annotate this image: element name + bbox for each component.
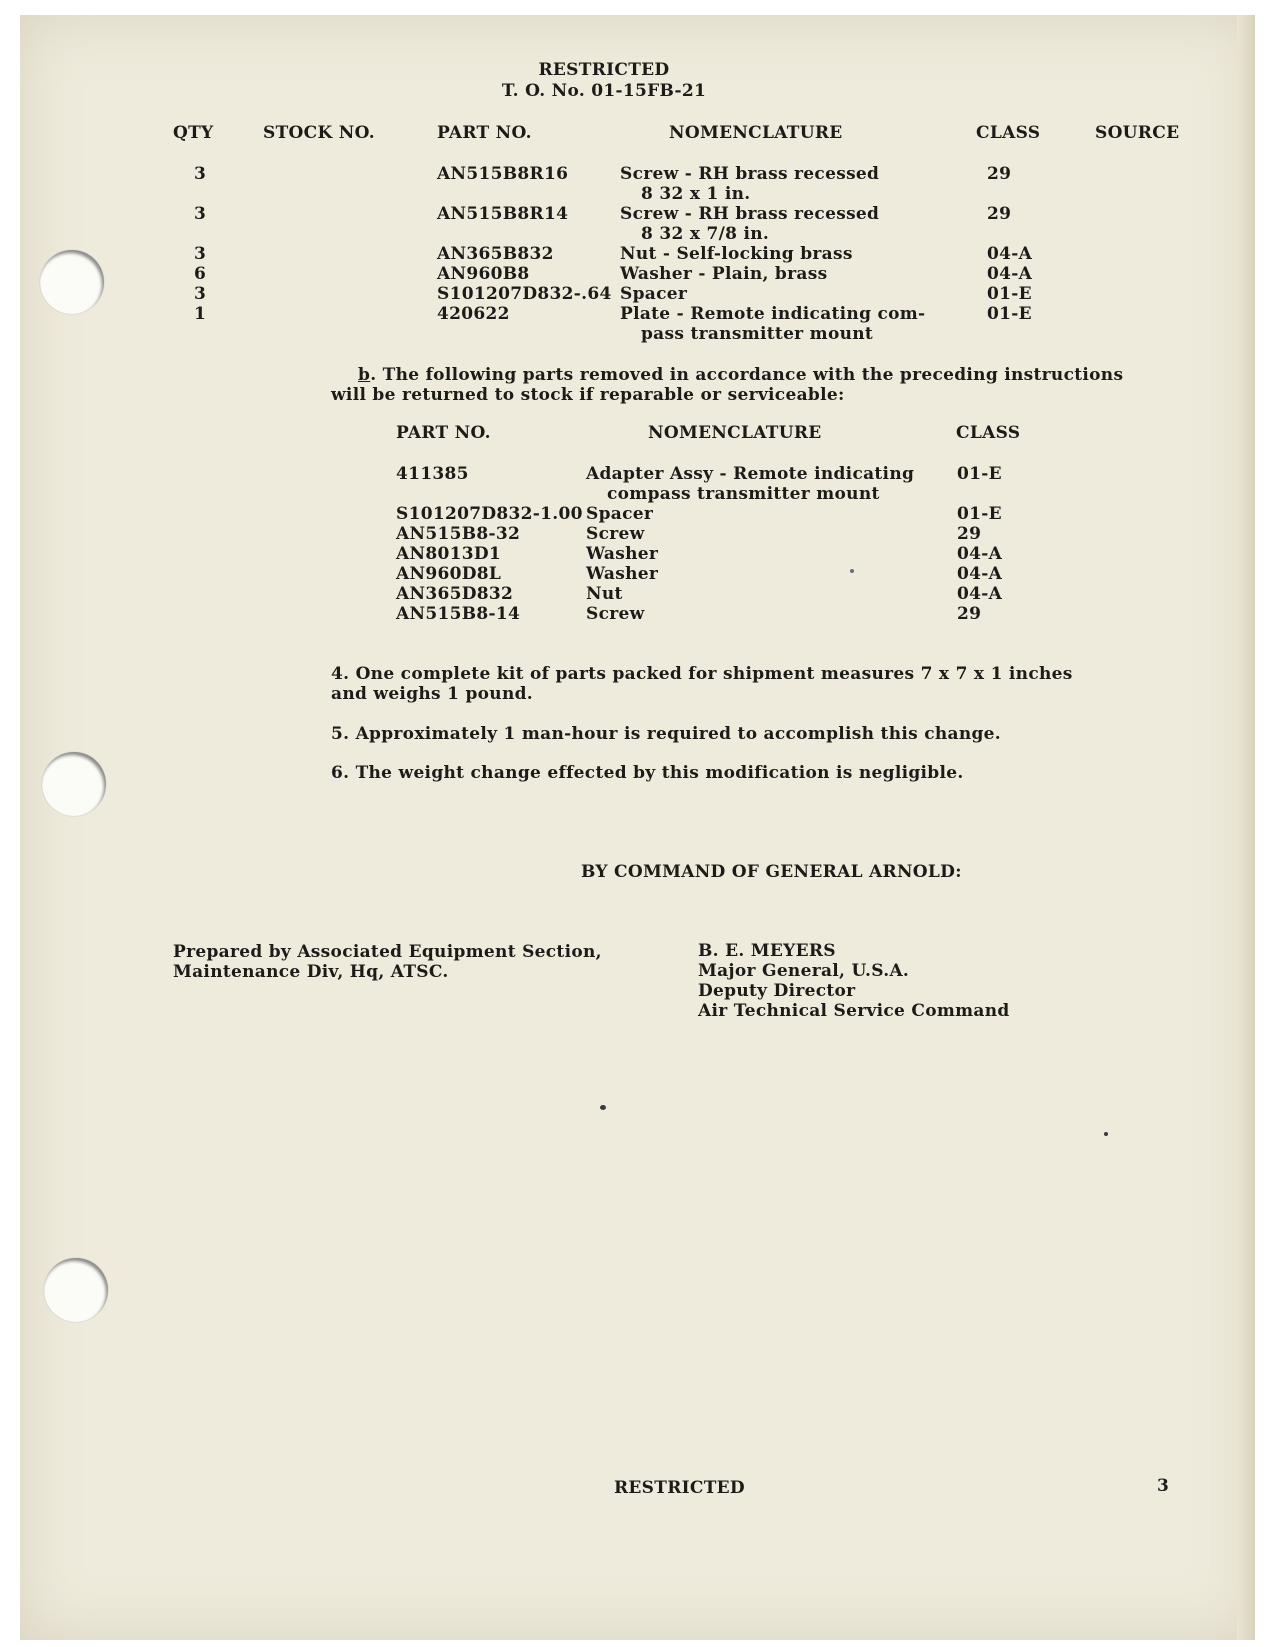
t2-row2-class: 01-E xyxy=(957,504,1002,524)
row1-qty: 3 xyxy=(194,164,207,184)
ink-speck xyxy=(600,1105,606,1110)
t2-row1-nomenclature-cont: compass transmitter mount xyxy=(607,484,880,504)
row1-nomenclature: Screw - RH brass recessed xyxy=(620,164,880,184)
footer-restricted: RESTRICTED xyxy=(614,1478,745,1498)
t2-row4-part: AN8013D1 xyxy=(396,544,502,564)
paragraph-5: 5. Approximately 1 man-hour is required to accomplish this change. xyxy=(331,724,1002,744)
t2-row1-part: 411385 xyxy=(396,464,469,484)
para-b-text: . The following parts removed in accordance with the preceding instructions xyxy=(370,365,1124,385)
header-to-number: T. O. No. 01-15FB-21 xyxy=(501,81,707,101)
t2-row7-part: AN515B8-14 xyxy=(396,604,521,624)
prepared-by-line1: Prepared by Associated Equipment Section, xyxy=(173,942,602,962)
row5-class: 01-E xyxy=(987,284,1032,304)
ink-speck xyxy=(1104,1132,1108,1136)
paragraph-6: 6. The weight change effected by this modification is negligible. xyxy=(331,763,964,783)
col-header-source: SOURCE xyxy=(1095,123,1180,143)
t2-row6-nomenclature: Nut xyxy=(586,584,623,604)
row3-nomenclature: Nut - Self-locking brass xyxy=(620,244,853,264)
row6-class: 01-E xyxy=(987,304,1032,324)
t2-row1-nomenclature: Adapter Assy - Remote indicating xyxy=(586,464,915,484)
t2-row2-nomenclature: Spacer xyxy=(586,504,654,524)
row2-qty: 3 xyxy=(194,204,207,224)
t2-col-header-class: CLASS xyxy=(956,423,1021,443)
t2-row5-nomenclature: Washer xyxy=(586,564,659,584)
signature-rank: Major General, U.S.A. xyxy=(698,961,910,981)
row3-class: 04-A xyxy=(987,244,1033,264)
row3-qty: 3 xyxy=(194,244,207,264)
paragraph-4-line2: and weighs 1 pound. xyxy=(331,684,534,704)
row3-part: AN365B832 xyxy=(437,244,554,264)
para-b-line2: will be returned to stock if reparable or serviceable: xyxy=(331,385,845,405)
t2-row3-part: AN515B8-32 xyxy=(396,524,521,544)
paragraph-4-line1: 4. One complete kit of parts packed for shipment measures 7 x 7 x 1 inches xyxy=(331,664,1073,684)
row4-class: 04-A xyxy=(987,264,1033,284)
row6-part: 420622 xyxy=(437,304,510,324)
row2-class: 29 xyxy=(987,204,1012,224)
row2-nomenclature-cont: 8 32 x 7/8 in. xyxy=(641,224,770,244)
t2-row5-part: AN960D8L xyxy=(396,564,502,584)
t2-row5-class: 04-A xyxy=(957,564,1003,584)
row2-part: AN515B8R14 xyxy=(437,204,569,224)
row4-qty: 6 xyxy=(194,264,207,284)
ink-speck xyxy=(850,569,854,573)
t2-col-header-part-no: PART NO. xyxy=(396,423,491,443)
row1-nomenclature-cont: 8 32 x 1 in. xyxy=(641,184,751,204)
prepared-by-line2: Maintenance Div, Hq, ATSC. xyxy=(173,962,449,982)
t2-row4-nomenclature: Washer xyxy=(586,544,659,564)
row5-nomenclature: Spacer xyxy=(620,284,688,304)
punch-hole xyxy=(40,250,104,314)
signature-org: Air Technical Service Command xyxy=(698,1001,1010,1021)
signature-title: Deputy Director xyxy=(698,981,856,1001)
t2-row6-class: 04-A xyxy=(957,584,1003,604)
row1-class: 29 xyxy=(987,164,1012,184)
t2-row2-part: S101207D832-1.00 xyxy=(396,504,583,524)
command-line: BY COMMAND OF GENERAL ARNOLD: xyxy=(581,862,962,882)
t2-row7-nomenclature: Screw xyxy=(586,604,645,624)
row1-part: AN515B8R16 xyxy=(437,164,569,184)
row6-qty: 1 xyxy=(194,304,207,324)
row2-nomenclature: Screw - RH brass recessed xyxy=(620,204,880,224)
row6-nomenclature-cont: pass transmitter mount xyxy=(641,324,874,344)
punch-hole xyxy=(42,752,106,816)
punch-hole xyxy=(44,1258,108,1322)
col-header-part-no: PART NO. xyxy=(437,123,532,143)
t2-row1-class: 01-E xyxy=(957,464,1002,484)
t2-row3-nomenclature: Screw xyxy=(586,524,645,544)
row5-part: S101207D832-.64 xyxy=(437,284,612,304)
t2-row6-part: AN365D832 xyxy=(396,584,514,604)
header-restricted: RESTRICTED xyxy=(538,60,670,80)
col-header-qty: QTY xyxy=(173,123,214,143)
t2-row3-class: 29 xyxy=(957,524,982,544)
t2-row7-class: 29 xyxy=(957,604,982,624)
para-b-marker: b xyxy=(358,365,371,385)
document-page xyxy=(20,15,1255,1640)
t2-row4-class: 04-A xyxy=(957,544,1003,564)
page-edge xyxy=(1237,15,1255,1640)
page-number: 3 xyxy=(1157,1476,1170,1496)
col-header-nomenclature: NOMENCLATURE xyxy=(669,123,843,143)
row4-part: AN960B8 xyxy=(437,264,530,284)
row5-qty: 3 xyxy=(194,284,207,304)
para-b-line1 xyxy=(358,365,1123,385)
col-header-class: CLASS xyxy=(976,123,1041,143)
row6-nomenclature: Plate - Remote indicating com- xyxy=(620,304,926,324)
col-header-stock-no: STOCK NO. xyxy=(263,123,375,143)
t2-col-header-nomenclature: NOMENCLATURE xyxy=(648,423,822,443)
signature-name: B. E. MEYERS xyxy=(698,941,836,961)
row4-nomenclature: Washer - Plain, brass xyxy=(620,264,828,284)
